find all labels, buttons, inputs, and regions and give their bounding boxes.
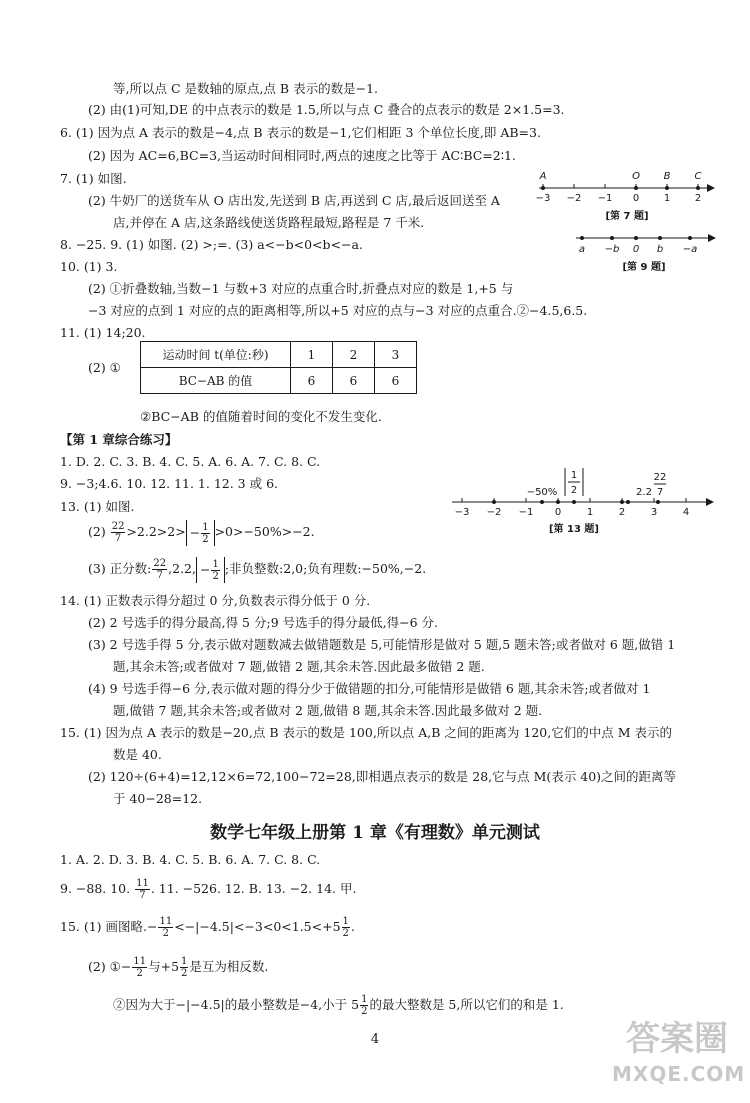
text-line: (3) 2 号选手得 5 分,表示做对题数减去做错题数是 5,可能情形是做对 5 题,5 题未答;或者做对 6 题,做错 1 [88,637,676,652]
table-row [141,368,417,394]
text-line: 15. (1) 因为点 A 表示的数是−20,点 B 表示的数是 100,所以点 A,B 之间的距离为 120,它们的中点 M 表示的 [60,725,672,740]
page-title: 数学七年级上册第 1 章《有理数》单元测试 [210,823,540,843]
text-line: (2) ①折叠数轴,当数−1 与数+3 对应的点重合时,折叠点对应的数是 1,+5 与 [88,281,514,296]
fig13-abs-den: 2 [570,485,578,496]
text-line: (2) ① [88,360,121,375]
table-cell: 6 [333,368,375,394]
text-line: 9. −88. 10. $\frac{11}{7}$ . 11. −526. 12. B. 13. −2. 14. 甲. [60,878,357,901]
text-line: (2) $\frac{22}{7}$ >2.2>2> − $\frac{1}{2}$ >0>−50%>−2. [88,521,315,545]
fig9-label: −a [682,244,698,255]
fig13-caption: [第 13 题] [548,524,600,535]
table-header-cell: 运动时间 t(单位:秒) [141,342,291,368]
fig7-caption: [第 7 题] [605,211,649,222]
text-line: (2) 由(1)可知,DE 的中点表示的数是 1.5,所以与点 C 叠合的点表示的数是 2×1.5=3. [88,102,565,117]
fig13-frac-den: 7 [656,487,664,498]
text-line: 7. (1) 如图. [60,171,127,186]
text-line: 1. D. 2. C. 3. B. 4. C. 5. A. 6. A. 7. C. 8. C. [60,454,321,469]
text-line: 等,所以点 C 是数轴的原点,点 B 表示的数是−1. [113,81,378,96]
table-cell: 6 [375,368,417,394]
text-line: (2) 牛奶厂的送货车从 O 店出发,先送到 B 店,再送到 C 店,最后返回送至 A [88,193,500,208]
fig9-caption: [第 9 题] [622,262,666,273]
text-line: 店,并停在 A 店,这条路线使送货路程最短,路程是 7 千米. [113,215,425,230]
text-line: (2) 因为 AC=6,BC=3,当运动时间相同时,两点的速度之比等于 AC∶BC=2∶1. [88,148,516,163]
fig13-tick: 0 [554,507,562,518]
text-line: 于 40−28=12. [113,791,203,806]
text-line: 6. (1) 因为点 A 表示的数是−4,点 B 表示的数是−1,它们相距 3 个单位长度,即 AB=3. [60,125,541,140]
text-line: ②BC−AB 的值随着时间的变化不发生变化. [140,409,382,424]
fig13-tick: −3 [454,507,470,518]
fig13-tick: 2 [618,507,626,518]
fig13-tick: −2 [486,507,502,518]
text-line: (3) 正分数: $\frac{22}{7}$ ,2.2, − $\frac{1}{2}$ ;非负整数:2,0;负有理数:−50%,−2. [88,558,427,582]
table-cell: 6 [291,368,333,394]
text-line: −3 对应的点到 1 对应的点的距离相等,所以+5 对应的点与−3 对应的点重合.②−4.5,6.5. [88,303,588,318]
text-line: ②因为大于−|−4.5|的最小整数是−4,小于 5 $\frac{1}{2}$ 的最大整数是 5,所以它们的和是 1. [113,994,564,1017]
fraction: $\frac{1}{2}$ [342,916,349,939]
figure-13-number-line [448,466,723,544]
fig7-tick: 0 [632,193,640,204]
fig9-label: 0 [632,244,640,255]
table-cell: 3 [375,342,417,368]
fig9-label: b [656,244,664,255]
fig7-letter: B [663,171,671,182]
table-header-cell: BC−AB 的值 [141,368,291,394]
fig7-tick: 2 [694,193,702,204]
text-line: 题,做错 7 题,其余未答;或者做对 2 题,做错 8 题,其余未答.因此最多做对 2 题. [113,703,543,718]
page-number: 4 [370,1032,380,1047]
motion-table [140,341,417,394]
figure-9-number-line [572,231,722,275]
fig7-tick: −2 [566,193,582,204]
text-line: 11. (1) 14;20. [60,325,146,340]
figure-7-number-line [535,166,720,226]
text-line: 15. (1) 画图略.− $\frac{11}{2}$ <−|−4.5|<−3<0<1.5<+5 $\frac{1}{2}$ . [60,916,355,939]
fig13-tick: 1 [586,507,594,518]
fig13-label: 2.2 [636,487,652,498]
watermark-logo: 答案圈 MXQE.COM [612,1019,746,1086]
text-line: 1. A. 2. D. 3. B. 4. C. 5. B. 6. A. 7. C. 8. C. [60,852,321,867]
text-line: (2) 2 号选手的得分最高,得 5 分;9 号选手的得分最低,得−6 分. [88,615,438,630]
fraction: $\frac{11}{2}$ [133,956,147,979]
fig9-label: −b [604,244,620,255]
text-line: 14. (1) 正数表示得分超过 0 分,负数表示得分低于 0 分. [60,593,371,608]
fig13-tick: 4 [682,507,690,518]
text-line: 数是 40. [113,747,162,762]
section-heading: 【第 1 章综合练习】 [60,432,178,447]
text-line: 题,其余未答;或者做对 7 题,做错 2 题,其余未答.因此最多做错 2 题. [113,659,485,674]
fig13-frac-num: 22 [653,472,667,483]
fig13-tick: −1 [518,507,534,518]
absolute-value: − $\frac{1}{2}$ [196,557,225,583]
text-line: 8. −25. 9. (1) 如图. (2) >;=. (3) a<−b<0<b<−a. [60,237,363,252]
fig7-tick: −3 [535,193,551,204]
fig13-tick: 3 [650,507,658,518]
fig7-letter: O [632,171,640,182]
text-line: (2) 120÷(6+4)=12,12×6=72,100−72=28,即相遇点表示的数是 28,它与点 M(表示 40)之间的距离等 [88,769,677,784]
fraction: $\frac{11}{7}$ [136,878,149,901]
text-line: (4) 9 号选手得−6 分,表示做对题的得分少于做错题的扣分,可能情形是做错 6 题,其余未答;或者做对 1 [88,681,651,696]
fig7-letter: A [539,171,547,182]
fraction: $\frac{22}{7}$ [153,558,167,581]
fig9-label: a [578,244,586,255]
fig7-tick: 1 [663,193,671,204]
text-line: 10. (1) 3. [60,259,118,274]
fraction: $\frac{1}{2}$ [181,956,188,979]
fig7-letter: C [694,171,702,182]
table-cell: 2 [333,342,375,368]
text-line: 9. −3;4.6. 10. 12. 11. 1. 12. 3 或 6. [60,476,278,491]
table-row [141,342,417,368]
absolute-value: − $\frac{1}{2}$ [186,520,215,546]
text-line: (2) ①− $\frac{11}{2}$ 与+5 $\frac{1}{2}$ 是互为相反数. [88,956,269,979]
table-cell: 1 [291,342,333,368]
fig13-label: −50% [526,487,558,498]
fig7-tick: −1 [597,193,613,204]
fraction: $\frac{11}{2}$ [159,916,173,939]
text-line: 13. (1) 如图. [60,499,135,514]
fraction: $\frac{1}{2}$ [361,994,368,1017]
fraction: $\frac{22}{7}$ [111,521,125,544]
fig13-abs-num: 1 [570,470,578,481]
